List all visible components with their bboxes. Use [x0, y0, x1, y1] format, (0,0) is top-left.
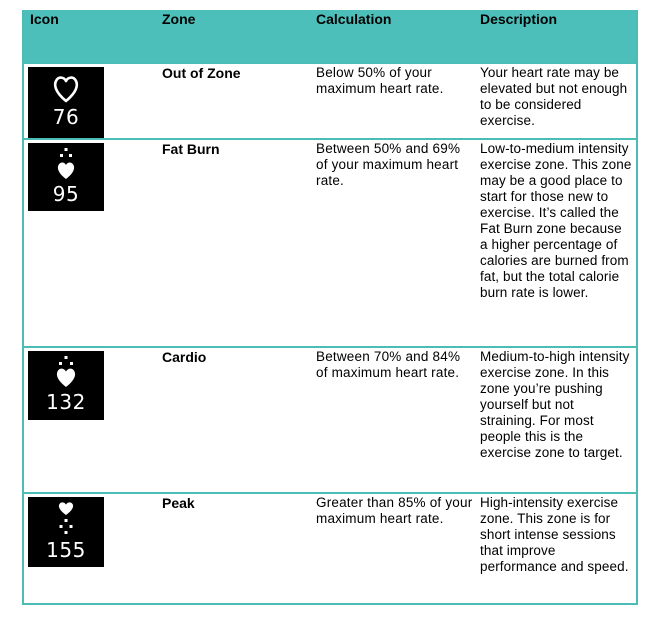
heart-fat-burn-icon [51, 146, 81, 182]
zone-description: Your heart rate may be elevated but not enough to be considered exercise. [480, 65, 628, 128]
heart-peak-icon [51, 500, 81, 538]
zone-name: Out of Zone [162, 65, 241, 81]
bpm-value: 76 [52, 105, 80, 129]
zone-description: Medium-to-high intensity exercise zone. In this zone you’re pushing yourself but not straining. For most people this is the exercise zone to target. [480, 349, 630, 460]
zone-description: Low-to-medium intensity exercise zone. This zone may be a good place to start for those new to exercise. It’s called the Fat Burn zone because a higher percentage of calories are burned from fat, but the total calorie burn rate is lower. [480, 141, 632, 300]
heart-outline-icon [51, 71, 81, 105]
heart-rate-zones-table [22, 10, 638, 605]
header-icon: Icon [30, 11, 59, 27]
heart-zone-display [28, 143, 104, 211]
header-description: Description [480, 11, 558, 27]
table-header [24, 10, 636, 62]
header-calculation: Calculation [316, 11, 392, 27]
bpm-value: 155 [46, 538, 86, 562]
table-row [24, 138, 636, 346]
zone-calculation: Between 50% and 69% of your maximum heart rate. [316, 141, 461, 188]
heart-cardio-icon [51, 354, 81, 390]
heart-zone-display [28, 351, 104, 420]
zone-calculation: Below 50% of your maximum heart rate. [316, 65, 444, 96]
heart-zone-display [28, 67, 104, 138]
zone-name: Cardio [162, 349, 207, 365]
zone-description: High-intensity exercise zone. This zone is for short intense sessions that improve performance and speed. [480, 495, 629, 574]
zone-name: Fat Burn [162, 141, 220, 157]
table-row [24, 62, 636, 138]
bpm-value: 132 [46, 390, 86, 414]
heart-zone-display [28, 497, 104, 567]
header-zone: Zone [162, 11, 196, 27]
bpm-value: 95 [52, 182, 80, 206]
zone-calculation: Between 70% and 84% of maximum heart rate. [316, 349, 461, 380]
zone-name: Peak [162, 495, 195, 511]
table-row [24, 346, 636, 492]
zone-calculation: Greater than 85% of your maximum heart rate. [316, 495, 473, 526]
table-row [24, 492, 636, 603]
